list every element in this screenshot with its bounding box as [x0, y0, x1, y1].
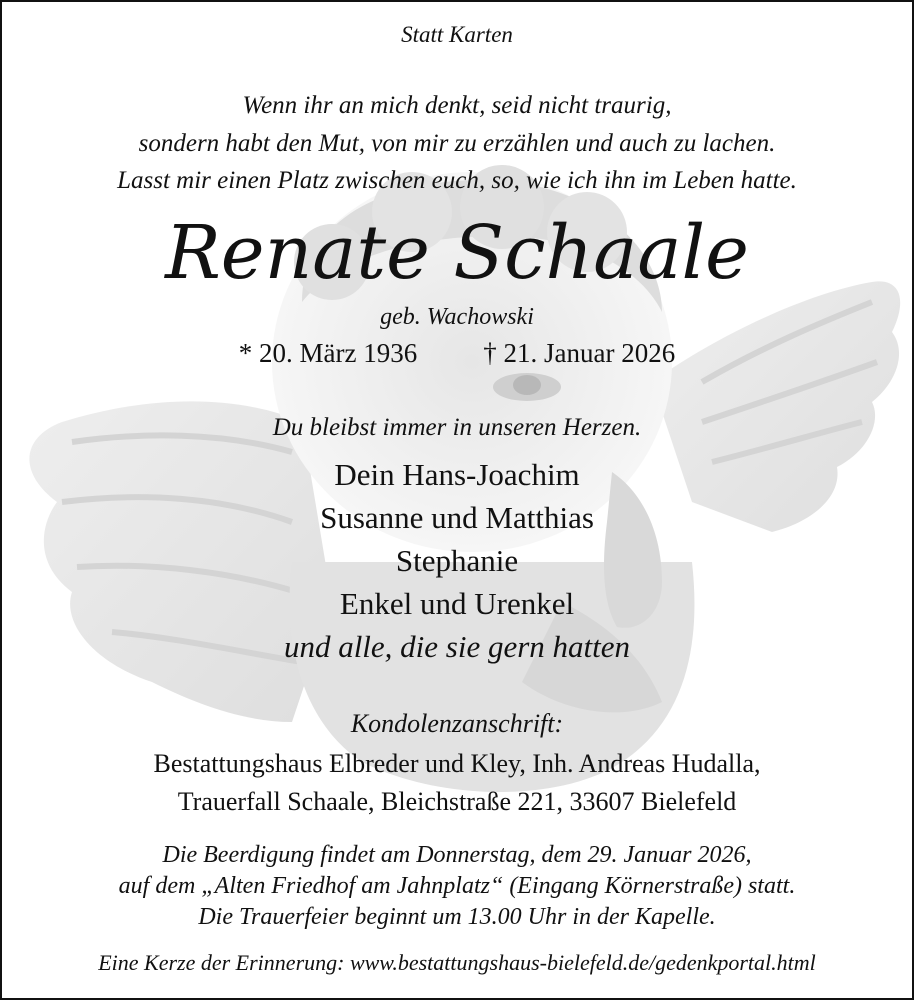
header-statt-karten: Statt Karten: [401, 22, 513, 47]
funeral-info-line-2: auf dem „Alten Friedhof am Jahnplatz“ (Eingang Körnerstraße) statt.: [118, 873, 796, 899]
mourner-line: Stephanie: [395, 543, 519, 578]
farewell-line: Du bleibst immer in unseren Herzen.: [272, 414, 642, 441]
condolence-address-line-2: Trauerfall Schaale, Bleichstraße 221, 33607 Bielefeld: [177, 787, 737, 816]
poem-line-2: sondern habt den Mut, von mir zu erzählen und auch zu lachen.: [138, 130, 776, 157]
mourner-line: Enkel und Urenkel: [339, 586, 575, 621]
condolence-label: Kondolenzanschrift:: [350, 709, 564, 738]
deceased-name: Renate Schaale: [165, 210, 749, 296]
death-date: † 21. Januar 2026: [483, 338, 676, 368]
poem-line-1: Wenn ihr an mich denkt, seid nicht traurig,: [242, 92, 672, 119]
funeral-info-line-3: Die Trauerfeier beginnt um 13.00 Uhr in der Kapelle.: [198, 904, 716, 930]
funeral-info-line-1: Die Beerdigung findet am Donnerstag, dem 29. Januar 2026,: [162, 842, 752, 868]
birth-date: * 20. März 1936: [238, 338, 418, 368]
poem-line-3: Lasst mir einen Platz zwischen euch, so, wie ich ihn im Leben hatte.: [117, 167, 797, 194]
mourner-line: Dein Hans-Joachim: [334, 457, 580, 492]
mourner-line: Susanne und Matthias: [320, 500, 594, 535]
condolence-address-line-1: Bestattungshaus Elbreder und Kley, Inh. Andreas Hudalla,: [153, 749, 761, 778]
mourner-line: und alle, die sie gern hatten: [283, 629, 631, 664]
birth-name: geb. Wachowski: [380, 304, 534, 330]
candle-memorial-link[interactable]: Eine Kerze der Erinnerung: www.bestattungshaus-bielefeld.de/gedenkportal.html: [98, 950, 816, 975]
life-dates: [2, 338, 912, 369]
